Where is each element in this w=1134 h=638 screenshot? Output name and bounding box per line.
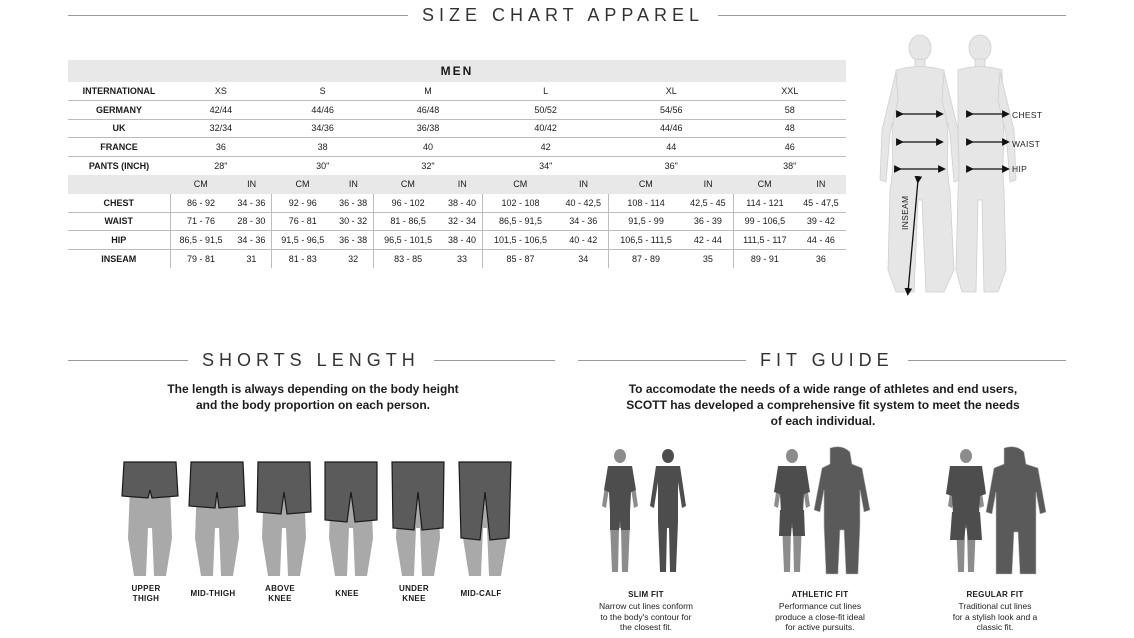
shorts-figure-above-knee xyxy=(254,458,314,576)
fit-desc-line: Performance cut lines xyxy=(778,601,862,611)
table-cell: 81 - 83 xyxy=(272,249,333,268)
waist-label: WAIST xyxy=(1012,139,1041,149)
fit-intro-line: of each individual. xyxy=(770,414,876,428)
fit-title-slim: SLIM FIT xyxy=(628,590,664,599)
fit-desc-line: produce a close-fit ideal xyxy=(775,611,865,622)
table-cell: 86,5 - 91,5 xyxy=(482,212,558,231)
table-cell: 86 - 92 xyxy=(170,194,231,213)
table-cell: 39 - 42 xyxy=(806,216,835,227)
table-cell: 38 - 40 xyxy=(448,234,477,245)
table-cell: 34 - 36 xyxy=(237,197,266,208)
table-cell: 46/48 xyxy=(416,104,440,115)
size-cell: M xyxy=(424,86,432,97)
shorts-label-line: MID-THIGH xyxy=(190,589,236,598)
row-label: PANTS (INCH) xyxy=(88,160,150,171)
table-cell: 40/42 xyxy=(534,123,557,134)
table-cell: 86,5 - 91,5 xyxy=(170,231,231,250)
title-rule-left xyxy=(68,15,408,16)
table-cell: 34 xyxy=(578,253,589,264)
table-cell: 35 xyxy=(702,253,713,264)
shorts-figure-mid-calf xyxy=(455,458,515,576)
fit-title-regular: REGULAR FIT xyxy=(966,590,1024,599)
table-cell: 79 - 81 xyxy=(170,249,231,268)
unit-row xyxy=(68,175,846,194)
unit-cm: CM xyxy=(609,175,683,194)
table-cell: 36 - 38 xyxy=(339,197,368,208)
shorts-label-knee xyxy=(312,589,382,599)
table-cell: 36" xyxy=(664,160,678,171)
table-cell: 91,5 - 96,5 xyxy=(272,231,333,250)
measure-row-waist xyxy=(68,212,846,231)
shorts-label-upper-thigh xyxy=(111,584,181,604)
row-label: HIP xyxy=(111,234,127,245)
table-cell: 92 - 96 xyxy=(272,194,333,213)
unit-in: IN xyxy=(558,175,609,194)
table-cell: 99 - 106,5 xyxy=(734,212,796,231)
shorts-intro xyxy=(118,381,508,413)
table-cell: 40 xyxy=(422,141,433,152)
unit-cm: CM xyxy=(482,175,558,194)
size-cell: XS xyxy=(214,86,227,97)
back-body-silhouette xyxy=(956,35,1016,292)
fit-intro-line: SCOTT has developed a comprehensive fit system to meet the needs xyxy=(626,398,1020,412)
table-cell: 36 - 38 xyxy=(339,234,368,245)
shorts-label-mid-calf xyxy=(446,589,516,599)
table-cell: 30 - 32 xyxy=(339,216,368,227)
table-cell: 91,5 - 99 xyxy=(609,212,683,231)
shorts-label-line: MID-CALF xyxy=(460,589,502,598)
shorts-label-line: UPPER xyxy=(131,584,161,593)
regular-fit-figures xyxy=(940,446,1050,578)
body-measurement-diagram xyxy=(868,30,1058,298)
table-cell: 34 - 36 xyxy=(569,216,598,227)
shorts-label-line: THIGH xyxy=(132,594,160,603)
table-cell: 34/36 xyxy=(311,123,334,134)
chest-label: CHEST xyxy=(1012,110,1043,120)
table-cell: 34 - 36 xyxy=(237,234,266,245)
fit-desc-line: for a stylish look and a xyxy=(952,611,1038,622)
size-cell: XXL xyxy=(781,86,799,97)
shorts-label-line: KNEE xyxy=(402,594,426,603)
title-rule-left xyxy=(68,360,188,361)
title-rule-left xyxy=(578,360,746,361)
table-cell: 71 - 76 xyxy=(170,212,231,231)
fit-guide-title: FIT GUIDE xyxy=(760,350,894,370)
shorts-figure-under-knee xyxy=(388,458,448,576)
table-cell: 106,5 - 111,5 xyxy=(609,231,683,250)
sizes-row xyxy=(68,82,846,101)
table-cell: 38 - 40 xyxy=(448,197,477,208)
fit-desc-line: classic fit. xyxy=(976,622,1014,632)
country-row-germany xyxy=(68,101,846,120)
inseam-label: INSEAM xyxy=(900,195,910,230)
table-cell: 46 xyxy=(784,141,795,152)
measure-row-hip xyxy=(68,231,846,250)
unit-in: IN xyxy=(231,175,271,194)
table-cell: 44 - 46 xyxy=(806,234,835,245)
size-cell: L xyxy=(543,86,549,97)
table-cell: 44/46 xyxy=(311,104,334,115)
body-silhouettes-svg xyxy=(868,30,1058,298)
fit-desc-line: Traditional cut lines xyxy=(958,601,1032,611)
table-cell: 32" xyxy=(421,160,435,171)
fit-guide-title-bar xyxy=(578,350,1066,371)
table-cell: 114 - 121 xyxy=(734,194,796,213)
shorts-figure-upper-thigh xyxy=(120,458,180,576)
table-cell: 111,5 - 117 xyxy=(734,231,796,250)
shorts-intro-line: The length is always depending on the body height xyxy=(167,382,459,396)
fit-desc-line: to the body's contour for xyxy=(600,611,692,622)
title-rule-right xyxy=(718,15,1066,16)
shorts-label-line: UNDER xyxy=(399,584,429,593)
front-body-silhouette xyxy=(880,35,960,292)
table-cell: 48 xyxy=(784,123,795,134)
country-row-uk xyxy=(68,119,846,138)
table-cell: 87 - 89 xyxy=(609,249,683,268)
row-label: CHEST xyxy=(103,197,134,208)
table-cell: 34" xyxy=(539,160,553,171)
country-row-france xyxy=(68,138,846,157)
measure-row-inseam xyxy=(68,249,846,268)
title-rule-right xyxy=(908,360,1066,361)
table-cell: 54/56 xyxy=(659,104,683,115)
fit-desc-line: the closest fit. xyxy=(620,622,672,632)
shorts-intro-line: and the body proportion on each person. xyxy=(195,398,430,412)
shorts-label-under-knee xyxy=(379,584,449,604)
table-cell: 33 xyxy=(457,253,468,264)
shorts-label-line: ABOVE xyxy=(265,584,295,593)
table-cell: 42 xyxy=(540,141,551,152)
fit-title-athletic: ATHLETIC FIT xyxy=(791,590,849,599)
shorts-label-line: KNEE xyxy=(335,589,359,598)
table-cell: 89 - 91 xyxy=(734,249,796,268)
size-chart-title: SIZE CHART APPAREL xyxy=(422,5,705,25)
measure-row-chest xyxy=(68,194,846,213)
slim-fit-figures xyxy=(596,446,696,578)
fit-intro xyxy=(598,381,1048,429)
table-cell: 36 xyxy=(815,253,826,264)
table-cell: 32/34 xyxy=(209,123,233,134)
table-cell: 42/44 xyxy=(209,104,233,115)
title-rule-right xyxy=(434,360,555,361)
table-cell: 38 xyxy=(317,141,328,152)
fit-desc-athletic xyxy=(745,601,895,633)
shorts-label-above-knee xyxy=(245,584,315,604)
table-cell: 83 - 85 xyxy=(374,249,443,268)
unit-in: IN xyxy=(333,175,373,194)
table-cell: 50/52 xyxy=(534,104,557,115)
table-cell: 36 xyxy=(215,141,226,152)
men-size-table xyxy=(68,60,846,268)
table-cell: 36/38 xyxy=(416,123,440,134)
row-label: GERMANY xyxy=(95,104,142,115)
table-cell: 28" xyxy=(214,160,228,171)
shorts-length-title: SHORTS LENGTH xyxy=(202,350,420,370)
fit-desc-line: Narrow cut lines conform xyxy=(598,601,693,611)
table-cell: 81 - 86,5 xyxy=(374,212,443,231)
sizes-row-label: INTERNATIONAL xyxy=(82,86,156,97)
table-cell: 76 - 81 xyxy=(272,212,333,231)
table-cell: 96,5 - 101,5 xyxy=(374,231,443,250)
table-cell: 42 - 44 xyxy=(693,234,722,245)
shorts-figure-mid-thigh xyxy=(187,458,247,576)
table-header-men: MEN xyxy=(68,60,846,82)
size-chart-title-bar xyxy=(68,5,1066,26)
table-cell: 32 - 34 xyxy=(448,216,477,227)
table-header-row xyxy=(68,60,846,82)
row-label: WAIST xyxy=(104,216,133,227)
size-cell: XL xyxy=(665,86,677,97)
table-cell: 30" xyxy=(316,160,330,171)
table-cell: 44/46 xyxy=(659,123,683,134)
unit-in: IN xyxy=(796,175,846,194)
shorts-label-line: KNEE xyxy=(268,594,292,603)
table-cell: 32 xyxy=(348,253,359,264)
shorts-figure-knee xyxy=(321,458,381,576)
table-cell: 40 - 42,5 xyxy=(565,197,601,208)
table-cell: 40 - 42 xyxy=(569,234,598,245)
table-cell: 44 xyxy=(666,141,677,152)
fit-intro-line: To accomodate the needs of a wide range of athletes and end users, xyxy=(628,382,1018,396)
unit-cm: CM xyxy=(734,175,796,194)
table-cell: 102 - 108 xyxy=(482,194,558,213)
shorts-label-mid-thigh xyxy=(178,589,248,599)
fit-desc-regular xyxy=(920,601,1070,633)
table-cell: 85 - 87 xyxy=(482,249,558,268)
hip-label: HIP xyxy=(1012,164,1028,174)
table-cell: 101,5 - 106,5 xyxy=(482,231,558,250)
unit-cm: CM xyxy=(272,175,333,194)
unit-cm: CM xyxy=(374,175,443,194)
country-row-pants xyxy=(68,156,846,175)
table-cell: 96 - 102 xyxy=(374,194,443,213)
table-cell: 42,5 - 45 xyxy=(690,197,726,208)
table-cell: 31 xyxy=(246,253,257,264)
table-cell: 28 - 30 xyxy=(237,216,266,227)
fit-desc-slim xyxy=(571,601,721,633)
athletic-fit-figures xyxy=(766,446,876,578)
table-cell: 38" xyxy=(783,160,797,171)
unit-in: IN xyxy=(442,175,482,194)
shorts-length-title-bar xyxy=(68,350,555,371)
unit-in: IN xyxy=(683,175,734,194)
table-cell: 108 - 114 xyxy=(609,194,683,213)
table-cell: 45 - 47,5 xyxy=(803,197,839,208)
size-cell: S xyxy=(319,86,326,97)
unit-row-spacer xyxy=(68,175,170,194)
row-label: UK xyxy=(112,123,126,134)
row-label: INSEAM xyxy=(101,253,137,264)
table-cell: 36 - 39 xyxy=(693,216,722,227)
fit-desc-line: for active pursuits. xyxy=(785,622,855,632)
row-label: FRANCE xyxy=(100,141,138,152)
unit-cm: CM xyxy=(170,175,231,194)
table-cell: 58 xyxy=(784,104,795,115)
